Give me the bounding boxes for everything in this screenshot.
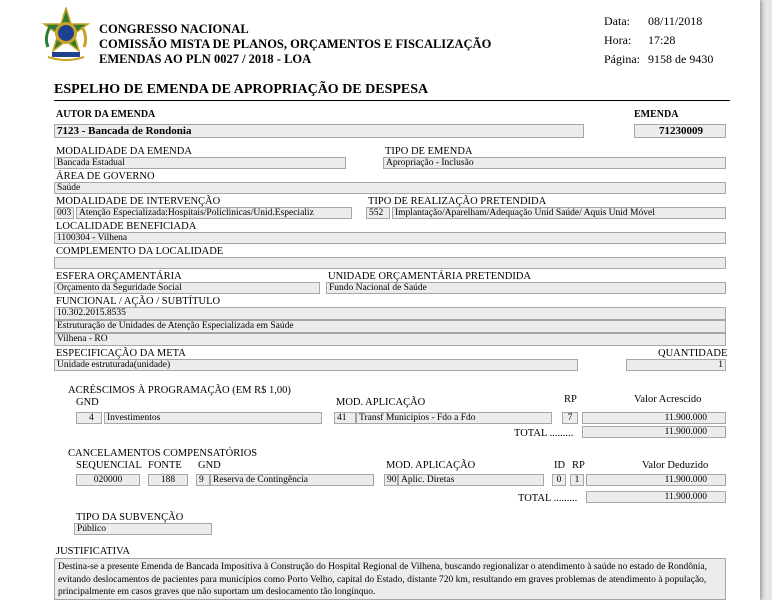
cancel-total-field: 11.900.000: [586, 491, 726, 503]
acrescimos-mod-field: Transf Municípios - Fdo a Fdo: [356, 412, 552, 424]
time-value: 17:28: [648, 33, 676, 47]
area-field: Saúde: [54, 182, 726, 194]
cancel-rp-field: 1: [570, 474, 584, 486]
page-title: ESPELHO DE EMENDA DE APROPRIAÇÃO DE DESPESA: [54, 82, 429, 97]
time-label: Hora:: [604, 33, 632, 47]
complemento-field: [54, 257, 726, 269]
emenda-field: 71230009: [634, 124, 726, 138]
acrescimos-gnd-field: Investimentos: [104, 412, 322, 424]
intervencao-code: 003: [54, 207, 74, 219]
cancel-fonte-label: FONTE: [148, 460, 182, 471]
area-label: ÁREA DE GOVERNO: [56, 171, 155, 182]
unidade-field: Fundo Nacional de Saúde: [326, 282, 726, 294]
funcional-line-2: Estruturação de Unidades de Atenção Especializada em Saúde: [54, 320, 726, 333]
cancel-seq-label: SEQUENCIAL: [76, 460, 142, 471]
acrescimos-title: ACRÉSCIMOS À PROGRAMAÇÃO (EM R$ 1,00): [68, 385, 291, 396]
cancel-valor-label: Valor Deduzido: [642, 460, 709, 471]
acrescimos-rp-label: RP: [564, 394, 577, 405]
acrescimos-total-label: TOTAL .........: [514, 428, 574, 439]
cancel-gnd-field: Reserva de Contingência: [210, 474, 374, 486]
cancel-total-label: TOTAL .........: [518, 493, 578, 504]
unidade-label: UNIDADE ORÇAMENTÁRIA PRETENDIDA: [328, 271, 531, 282]
intervencao-field: Atenção Especializada:Hospitais/Policlinicas/Unid.Especializ: [76, 207, 352, 219]
realizacao-code: 552: [366, 207, 390, 219]
justificativa-label: JUSTIFICATIVA: [56, 546, 130, 557]
title-rule: [54, 100, 730, 101]
cancel-id-label: ID: [554, 460, 566, 471]
emenda-label: EMENDA: [634, 109, 679, 120]
cancel-fonte-field: 188: [148, 474, 188, 486]
realizacao-field: Implantação/Aparelham/Adequação Unid Saúde/ Aquis Unid Móvel: [392, 207, 726, 219]
funcional-label: FUNCIONAL / AÇÃO / SUBTÍTULO: [56, 296, 221, 307]
cancel-mod-code: 90: [384, 474, 398, 486]
tipo-emenda-field: Apropriação - Inclusão: [383, 157, 726, 169]
modalidade-field: Bancada Estadual: [54, 157, 346, 169]
date-value: 08/11/2018: [648, 14, 703, 28]
realizacao-label: TIPO DE REALIZAÇÃO PRETENDIDA: [368, 196, 547, 207]
coat-of-arms-icon: [36, 7, 96, 63]
autor-field: 7123 - Bancada de Rondonia: [54, 124, 584, 138]
cancel-gnd-label: GND: [198, 460, 221, 471]
cancel-seq-field: 020000: [76, 474, 140, 486]
autor-label: AUTOR DA EMENDA: [56, 109, 156, 120]
cancel-rp-label: RP: [572, 460, 585, 471]
esfera-field: Orçamento da Seguridade Social: [54, 282, 320, 294]
meta-label: ESPECIFICAÇÃO DA META: [56, 348, 186, 359]
cancel-valor-field: 11.900.000: [586, 474, 726, 486]
acrescimos-total-field: 11.900.000: [582, 426, 726, 438]
quantidade-label: QUANTIDADE: [658, 348, 728, 359]
acrescimos-mod-code: 41: [334, 412, 356, 424]
subvencao-label: TIPO DA SUBVENÇÃO: [76, 512, 184, 523]
acrescimos-rp-field: 7: [562, 412, 578, 424]
page-value: 9158 de 9430: [648, 52, 714, 66]
header-line-2: COMISSÃO MISTA DE PLANOS, ORÇAMENTOS E FISCALIZAÇÃO: [99, 37, 492, 51]
page-label: Página:: [604, 52, 640, 66]
intervencao-label: MODALIDADE DE INTERVENÇÃO: [56, 196, 221, 207]
funcional-line-3: Vilhena - RO: [54, 333, 726, 346]
meta-field: Unidade estruturada(unidade): [54, 359, 578, 371]
subvencao-field: Público: [74, 523, 212, 535]
acrescimos-gnd-code: 4: [76, 412, 102, 424]
header-line-1: CONGRESSO NACIONAL: [99, 22, 249, 36]
cancel-mod-field: Aplic. Diretas: [398, 474, 544, 486]
date-label: Data:: [604, 14, 630, 28]
modalidade-label: MODALIDADE DA EMENDA: [56, 146, 192, 157]
localidade-field: 1100304 - Vilhena: [54, 232, 726, 244]
justificativa-text: Destina-se a presente Emenda de Bancada Impositiva à Construção do Hospital Regional de Vilhena, buscando regionalizar o atendimento à saúde no estado de Rondônia, evitando deslocamentos de pacientes para municípios como Porto Velho, capital do Estado, distante 720 km, resultando em graves problemas de atendimento à população, principalmente em casos graves que não suportam um deslocamento tão longínquo.: [54, 558, 726, 600]
cancelamentos-title: CANCELAMENTOS COMPENSATÓRIOS: [68, 448, 258, 459]
funcional-line-1: 10.302.2015.8535: [54, 307, 726, 320]
header-line-3: EMENDAS AO PLN 0027 / 2018 - LOA: [99, 52, 312, 66]
localidade-label: LOCALIDADE BENEFICIADA: [56, 221, 197, 232]
acrescimos-valor-label: Valor Acrescido: [634, 394, 702, 405]
cancel-mod-label: MOD. APLICAÇÃO: [386, 460, 476, 471]
esfera-label: ESFERA ORÇAMENTÁRIA: [56, 271, 182, 282]
cancel-id-field: 0: [552, 474, 566, 486]
cancel-gnd-code: 9: [196, 474, 210, 486]
acrescimos-valor-field: 11.900.000: [582, 412, 726, 424]
quantidade-field: 1: [626, 359, 726, 371]
acrescimos-mod-label: MOD. APLICAÇÃO: [336, 397, 426, 408]
tipo-emenda-label: TIPO DE EMENDA: [385, 146, 473, 157]
acrescimos-gnd-label: GND: [76, 397, 99, 408]
complemento-label: COMPLEMENTO DA LOCALIDADE: [56, 246, 224, 257]
